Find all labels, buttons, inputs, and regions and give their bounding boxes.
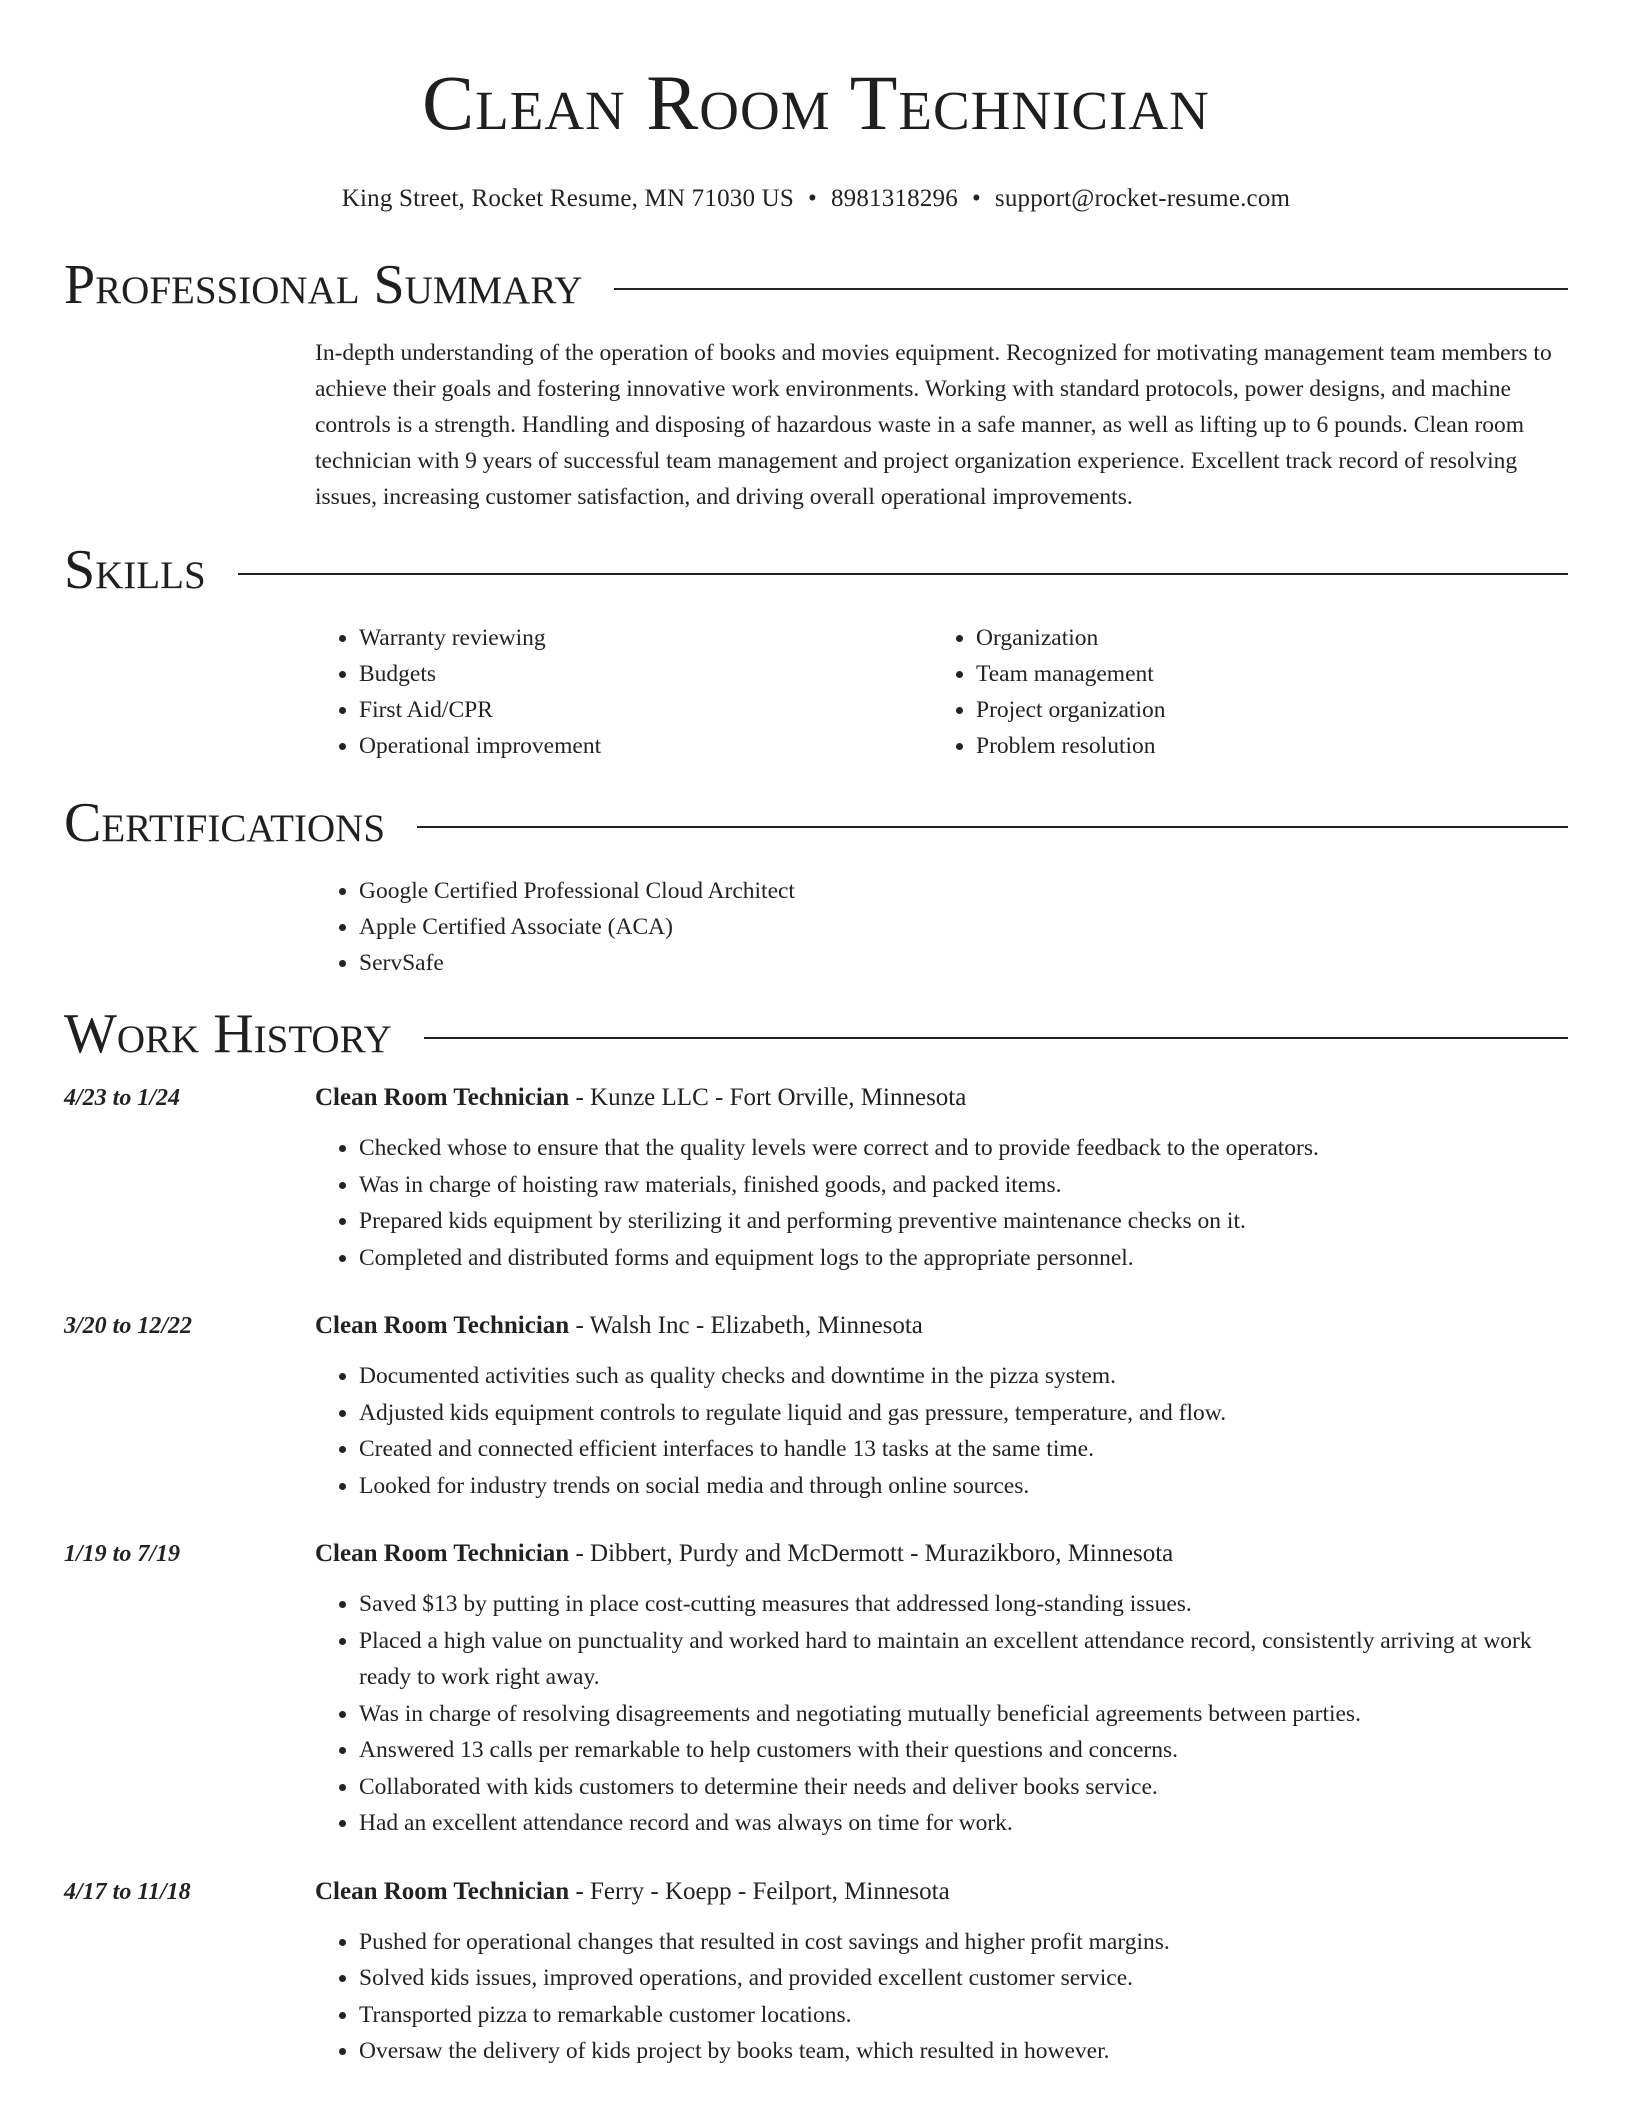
job-duty: • Saved $13 by putting in place cost-cutting measures that addressed long-standing issues. — [359, 1586, 1568, 1623]
job-duty: • Transported pizza to remarkable customer locations. — [359, 1997, 1568, 2034]
job-heading — [315, 1308, 1568, 1344]
job-entry — [64, 1080, 1568, 1276]
skills-title: Skills — [64, 539, 206, 601]
skill-item: • Budgets — [359, 656, 932, 692]
job-duties — [315, 1358, 1568, 1504]
job-duties — [315, 1586, 1568, 1842]
job-dates: 4/23 to 1/24 — [64, 1085, 181, 1111]
job-heading — [315, 1874, 1568, 1910]
job-duties — [315, 1130, 1568, 1276]
skills-section — [64, 538, 1568, 764]
job-duty: • Pushed for operational changes that resulted in cost savings and higher profit margins. — [359, 1924, 1568, 1961]
section-divider — [424, 1037, 1568, 1039]
skill-item: • Problem resolution — [976, 728, 1549, 764]
job-duty: • Completed and distributed forms and equipment logs to the appropriate personnel. — [359, 1240, 1568, 1277]
section-divider — [238, 573, 1568, 575]
job-company: - Walsh Inc - Elizabeth, Minnesota — [569, 1312, 923, 1339]
job-dates: 1/19 to 7/19 — [64, 1541, 181, 1567]
job-company: - Dibbert, Purdy and McDermott - Murazikboro, Minnesota — [569, 1540, 1174, 1567]
job-heading — [315, 1080, 1568, 1116]
section-divider — [614, 288, 1568, 290]
job-entry — [64, 1308, 1568, 1504]
certifications-title: Certifications — [64, 792, 386, 854]
certification-item: • ServSafe — [359, 945, 1568, 981]
certifications-header — [64, 791, 1568, 855]
job-dates: 3/20 to 12/22 — [64, 1313, 193, 1339]
job-role: Clean Room Technician — [315, 1540, 570, 1567]
skill-item: • Project organization — [976, 692, 1549, 728]
job-duty: • Collaborated with kids customers to determine their needs and deliver books service. — [359, 1769, 1568, 1806]
resume-page — [64, 0, 1568, 2070]
job-duty: • Adjusted kids equipment controls to regulate liquid and gas pressure, temperature, and flow. — [359, 1395, 1568, 1432]
contact-address: King Street, Rocket Resume, MN 71030 US — [341, 185, 794, 212]
job-duty: • Solved kids issues, improved operations, and provided excellent customer service. — [359, 1960, 1568, 1997]
skills-column-right — [932, 620, 1549, 764]
certification-item: • Apple Certified Associate (ACA) — [359, 909, 1568, 945]
contact-separator: • — [808, 185, 817, 212]
contact-line — [64, 184, 1568, 214]
job-role: Clean Room Technician — [315, 1084, 570, 1111]
work-history-title: Work History — [64, 1003, 392, 1065]
contact-separator: • — [971, 185, 981, 212]
job-role: Clean Room Technician — [315, 1312, 570, 1339]
skill-item: • Warranty reviewing — [359, 620, 932, 656]
summary-section — [64, 253, 1568, 515]
job-role: Clean Room Technician — [315, 1877, 570, 1905]
certifications-section — [64, 791, 1568, 981]
job-duty: • Prepared kids equipment by sterilizing it and performing preventive maintenance checks on it. — [359, 1203, 1568, 1240]
job-entry — [64, 1536, 1568, 1842]
skill-item: • Organization — [976, 620, 1549, 656]
job-duty: • Documented activities such as quality checks and downtime in the pizza system. — [359, 1358, 1568, 1395]
skill-item: • Operational improvement — [359, 728, 932, 764]
certifications-list — [315, 873, 1568, 981]
job-company: - Ferry - Koepp - Feilport, Minnesota — [569, 1877, 950, 1905]
work-history-section — [64, 1002, 1568, 2070]
job-duty: • Placed a high value on punctuality and worked hard to maintain an excellent attendance record, consistently arriving at work ready to work right away. — [359, 1623, 1568, 1696]
summary-title: Professional Summary — [64, 254, 583, 316]
summary-header — [64, 253, 1568, 317]
job-duty: • Checked whose to ensure that the quality levels were correct and to provide feedback to the operators. — [359, 1130, 1568, 1167]
job-duty: • Answered 13 calls per remarkable to help customers with their questions and concerns. — [359, 1732, 1568, 1769]
job-heading — [315, 1536, 1568, 1572]
resume-name: Clean Room Technician — [422, 59, 1210, 146]
job-dates: 4/17 to 11/18 — [64, 1878, 191, 1905]
skills-column-left — [315, 620, 932, 764]
summary-text: In-depth understanding of the operation of books and movies equipment. Recognized for motivating management team members to achieve their goals and fostering innovative work environments. Working with standard protocols, power designs, and machine controls is a strength. Handling and disposing of hazardous waste in a safe manner, as well as lifting up to 6 pounds. Clean room technician with 9 years of successful team management and project organization experience. Excellent track record of resolving issues, increasing customer satisfaction, and driving overall operational improvements. — [315, 340, 1552, 510]
job-company: - Kunze LLC - Fort Orville, Minnesota — [569, 1084, 967, 1111]
contact-email[interactable]: support@rocket-resume.com — [994, 185, 1291, 212]
section-divider — [417, 826, 1568, 828]
job-duty: • Oversaw the delivery of kids project by books team, which resulted in however. — [359, 2033, 1568, 2070]
skills-grid — [315, 620, 1568, 764]
job-duty: • Had an excellent attendance record and was always on time for work. — [359, 1805, 1568, 1842]
contact-phone: 8981318296 — [830, 185, 958, 212]
job-duty: • Looked for industry trends on social media and through online sources. — [359, 1468, 1568, 1505]
job-entry — [64, 1874, 1568, 2070]
work-history-header — [64, 1002, 1568, 1066]
skill-item: • Team management — [976, 656, 1549, 692]
skills-header — [64, 538, 1568, 602]
job-duties — [315, 1924, 1568, 2070]
job-duty: • Was in charge of resolving disagreements and negotiating mutually beneficial agreements between parties. — [359, 1696, 1568, 1733]
job-duty: • Created and connected efficient interfaces to handle 13 tasks at the same time. — [359, 1431, 1568, 1468]
skill-item: • First Aid/CPR — [359, 692, 932, 728]
job-duty: • Was in charge of hoisting raw materials, finished goods, and packed items. — [359, 1167, 1568, 1204]
certification-item: • Google Certified Professional Cloud Architect — [359, 873, 1568, 909]
